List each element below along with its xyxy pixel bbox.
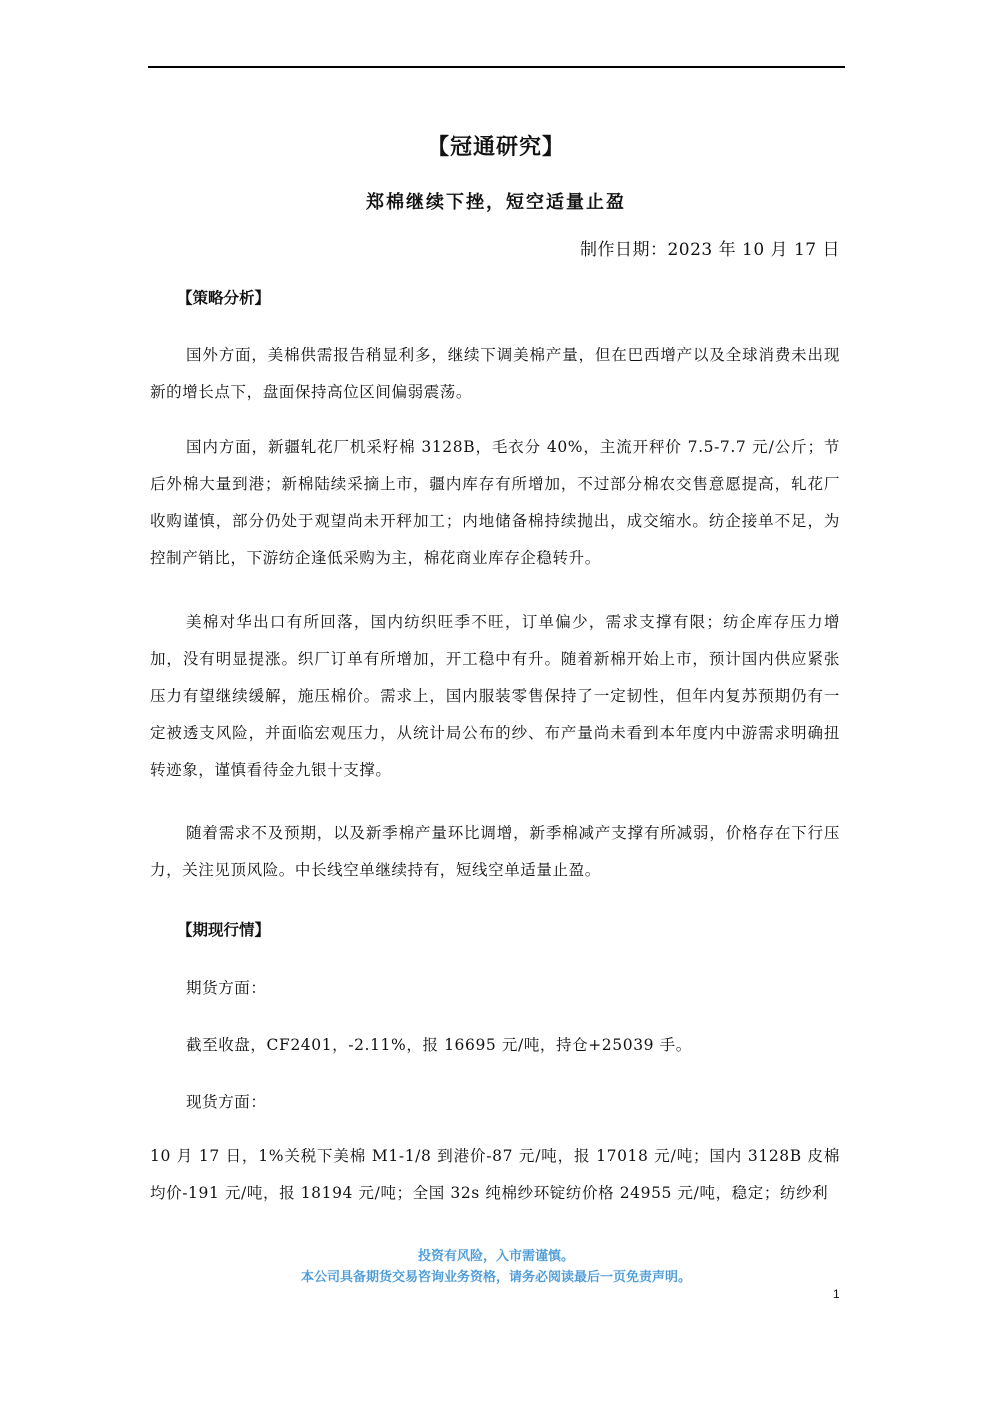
page-number: 1 [833,1287,840,1301]
top-rule [148,66,845,68]
report-title: 郑棉继续下挫，短空适量止盈 [366,192,626,213]
strategy-paragraph-3: 美棉对华出口有所回落，国内纺织旺季不旺，订单偏少，需求支撑有限；纺企库存压力增加，没有明显提涨。织厂订单有所增加，开工稳中有升。随着新棉开始上市，预计国内供应紧张压力有望继续缓解，施压棉价。需求上，国内服装零售保持了一定韧性，但年内复苏预期仍有一定被透支风险，并面临宏观压力，从统计局公布的纱、布产量尚未看到本年度内中游需求明确扭转迹象，谨慎看待金九银十支撑。 [150,613,840,779]
risk-warning: 投资有风险，入市需谨慎。 [417,1249,574,1264]
disclaimer-notice: 本公司具备期货交易咨询业务资格，请务必阅读最后一页免责声明。 [300,1270,691,1285]
futures-label: 期货方面： [186,979,267,997]
futures-text: 截至收盘，CF2401，-2.11%，报 16695 元/吨，持仓+25039 手。 [186,1036,692,1054]
report-date: 制作日期：2023 年 10 月 17 日 [579,240,840,260]
spot-label: 现货方面： [186,1093,267,1111]
strategy-paragraph-4: 随着需求不及预期，以及新季棉产量环比调增，新季棉减产支撑有所减弱，价格存在下行压力，关注见顶风险。中长线空单继续持有，短线空单适量止盈。 [150,824,840,879]
spot-text: 10 月 17 日，1%关税下美棉 M1-1/8 到港价-87 元/吨，报 17018 元/吨；国内 3128B 皮棉均价-191 元/吨，报 18194 元/吨；全国 32s 纯棉纱环锭纺价格 24955 元/吨，稳定；纺纱利 [150,1147,840,1202]
market-heading: 【期现行情】 [177,921,271,939]
strategy-paragraph-2: 国内方面，新疆轧花厂机采籽棉 3128B，毛衣分 40%，主流开秤价 7.5-7.7 元/公斤；节后外棉大量到港；新棉陆续采摘上市，疆内库存有所增加，不过部分棉农交售意愿提高，轧花厂收购谨慎，部分仍处于观望尚未开秤加工；内地储备棉持续抛出，成交缩水。纺企接单不足，为控制产销比，下游纺企逢低采购为主，棉花商业库存企稳转升。 [150,438,840,567]
strategy-heading: 【策略分析】 [177,289,271,307]
brand-heading: 【冠通研究】 [426,135,565,160]
strategy-paragraph-1: 国外方面，美棉供需报告稍显利多，继续下调美棉产量，但在巴西增产以及全球消费未出现新的增长点下，盘面保持高位区间偏弱震荡。 [150,346,840,401]
